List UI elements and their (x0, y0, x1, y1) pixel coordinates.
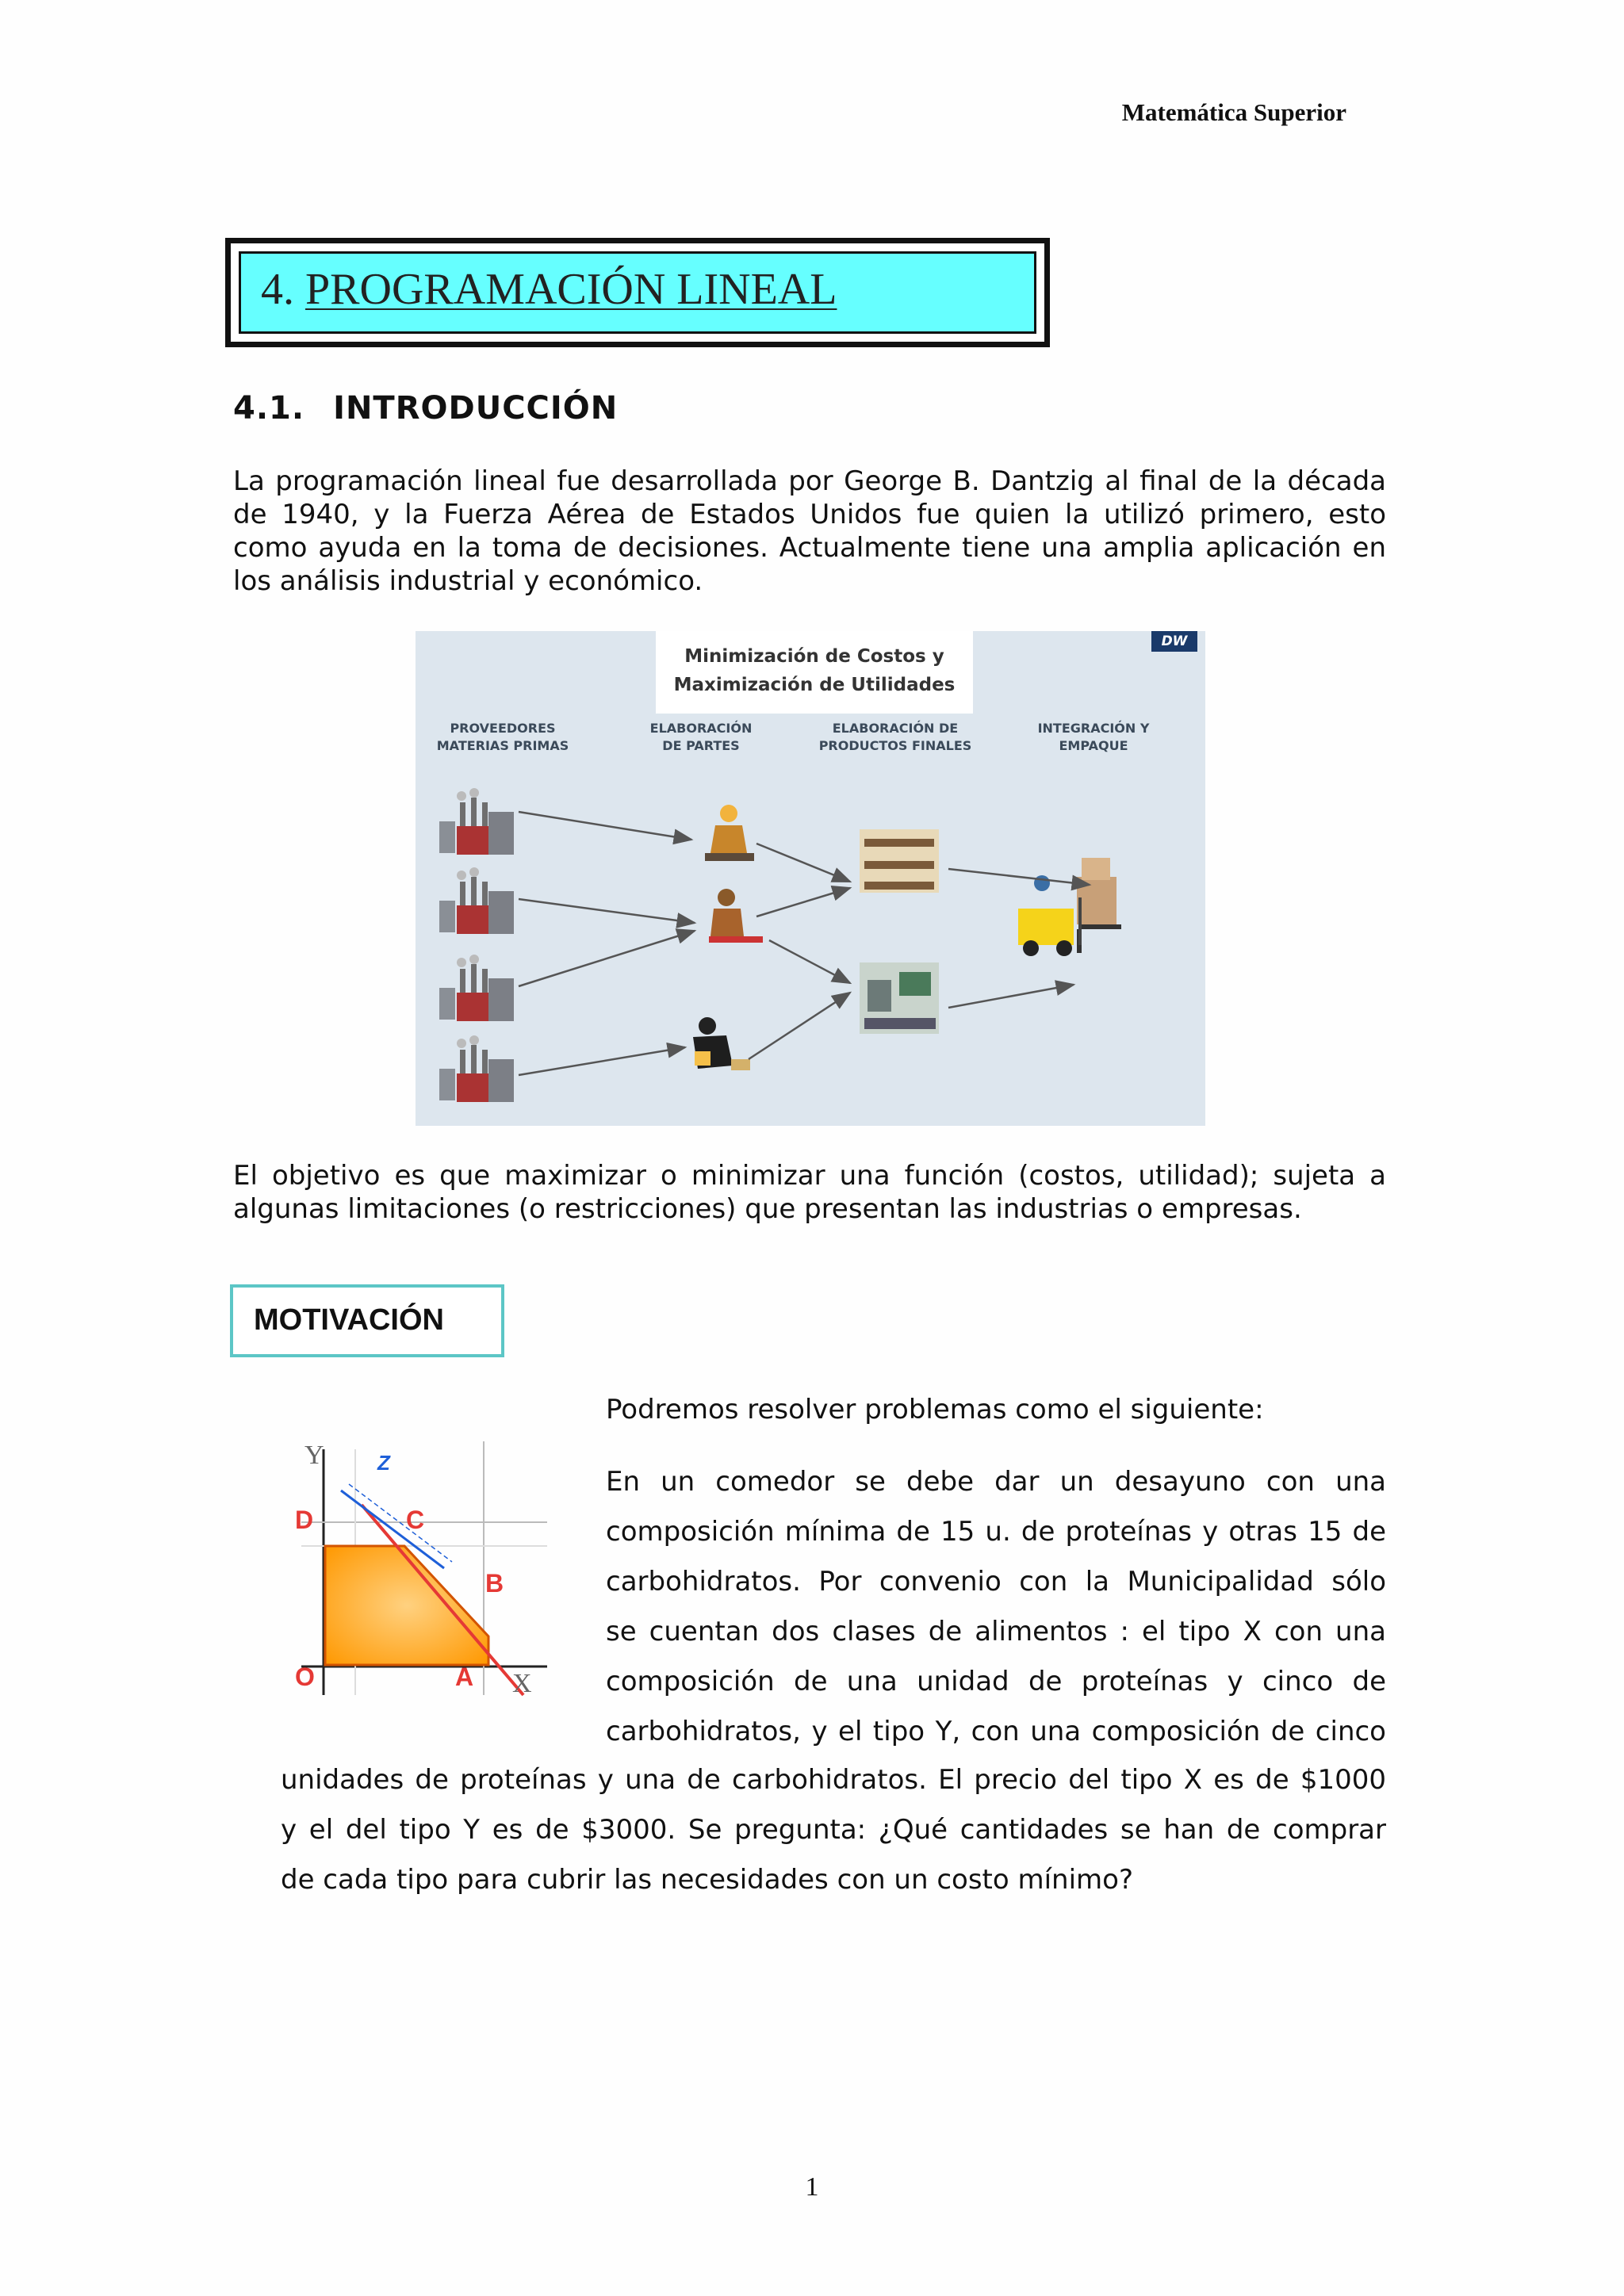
section-heading (233, 390, 618, 427)
column-heading-parts: ELABORACIÓN DE PARTES (649, 721, 753, 753)
intro-line: La programación lineal fue desarrollada por George B. Dantzig al final de la década (233, 465, 1386, 497)
chapter-title-box (225, 238, 1050, 347)
dw-logo: DW (1151, 631, 1197, 652)
intro-line: como ayuda en la toma de decisiones. Actualmente tiene una amplia aplicación en (233, 532, 1386, 564)
point-label-a: A (455, 1663, 474, 1691)
section-number: 4.1. (233, 390, 305, 427)
page-number: 1 (805, 2172, 819, 2202)
factory-icon (439, 955, 514, 1021)
point-label-z: Z (377, 1451, 390, 1475)
column-heading-packaging: INTEGRACIÓN Y EMPAQUE (1037, 721, 1150, 753)
problem-paragraph-full (281, 1755, 1386, 1905)
problem-line: unidades de proteínas y una de carbohidratos. El precio del tipo X es de $1000 (281, 1764, 1386, 1796)
problem-line: de cada tipo para cubrir las necesidades con un costo mínimo? (281, 1864, 1134, 1896)
problem-line: composición de una unidad de proteínas y cinco de (606, 1666, 1386, 1697)
supply-chain-diagram (416, 631, 1205, 1126)
supply-chain-figure (416, 631, 1205, 1126)
problem-line: En un comedor se debe dar un desayuno con una (606, 1466, 1386, 1498)
robot-machine-icon (860, 962, 939, 1034)
intro-paragraph (233, 465, 1386, 598)
motivation-label: MOTIVACIÓN (254, 1303, 444, 1337)
running-header: Matemática Superior (1121, 98, 1346, 126)
column-heading-products: ELABORACIÓN DE PRODUCTOS FINALES (818, 721, 972, 753)
factory-icon (439, 788, 514, 855)
problem-paragraph-right (606, 1457, 1386, 1757)
section-title: INTRODUCCIÓN (333, 390, 619, 427)
factory-icon (439, 1035, 514, 1102)
point-label-o: O (295, 1663, 315, 1691)
problem-intro: Podremos resolver problemas como el siguiente: (606, 1394, 1264, 1425)
objective-line: algunas limitaciones (o restricciones) que presentan las industrias o empresas. (233, 1193, 1302, 1225)
feasible-region (325, 1546, 488, 1665)
feasible-region-graph (285, 1433, 558, 1703)
objective-paragraph (233, 1159, 1386, 1226)
point-label-b: B (485, 1569, 504, 1598)
objective-line: El objetivo es que maximizar o minimizar una función (costos, utilidad); sujeta a (233, 1160, 1386, 1192)
figure-title-line: Maximización de Utilidades (673, 675, 956, 695)
worker-icon (709, 889, 763, 943)
intro-line: de 1940, y la Fuerza Aérea de Estados Unidos fue quien la utilizó primero, esto (233, 499, 1386, 530)
point-label-d: D (295, 1506, 314, 1534)
problem-line: carbohidratos. Por convenio con la Municipalidad sólo (606, 1566, 1386, 1598)
chapter-title-text: PROGRAMACIÓN LINEAL (305, 265, 837, 314)
forklift-icon (1018, 858, 1121, 956)
worker-icon (693, 1017, 750, 1070)
axis-label-x: X (512, 1669, 532, 1698)
problem-line: composición mínima de 15 u. de proteínas y otras 15 de (606, 1516, 1386, 1548)
point-label-c: C (406, 1506, 425, 1534)
problem-line: carbohidratos, y el tipo Y, con una composición de cinco (606, 1716, 1386, 1747)
figure-title-line: Minimización de Costos y (684, 646, 944, 667)
column-heading-suppliers: PROVEEDORES MATERIAS PRIMAS (436, 721, 569, 753)
problem-line: se cuentan dos clases de alimentos : el tipo X con una (606, 1616, 1386, 1647)
flow-arrows (519, 812, 1090, 1075)
intro-line: los análisis industrial y económico. (233, 565, 703, 597)
axis-label-y: Y (304, 1441, 324, 1470)
chapter-number: 4. (261, 265, 294, 314)
worker-icon (705, 805, 754, 861)
problem-line: y el del tipo Y es de $3000. Se pregunta: ¿Qué cantidades se han de comprar (281, 1814, 1386, 1846)
chapter-title (261, 264, 837, 315)
factory-icon (439, 867, 514, 934)
conveyor-machine-icon (860, 829, 939, 893)
motivation-box (230, 1284, 504, 1357)
